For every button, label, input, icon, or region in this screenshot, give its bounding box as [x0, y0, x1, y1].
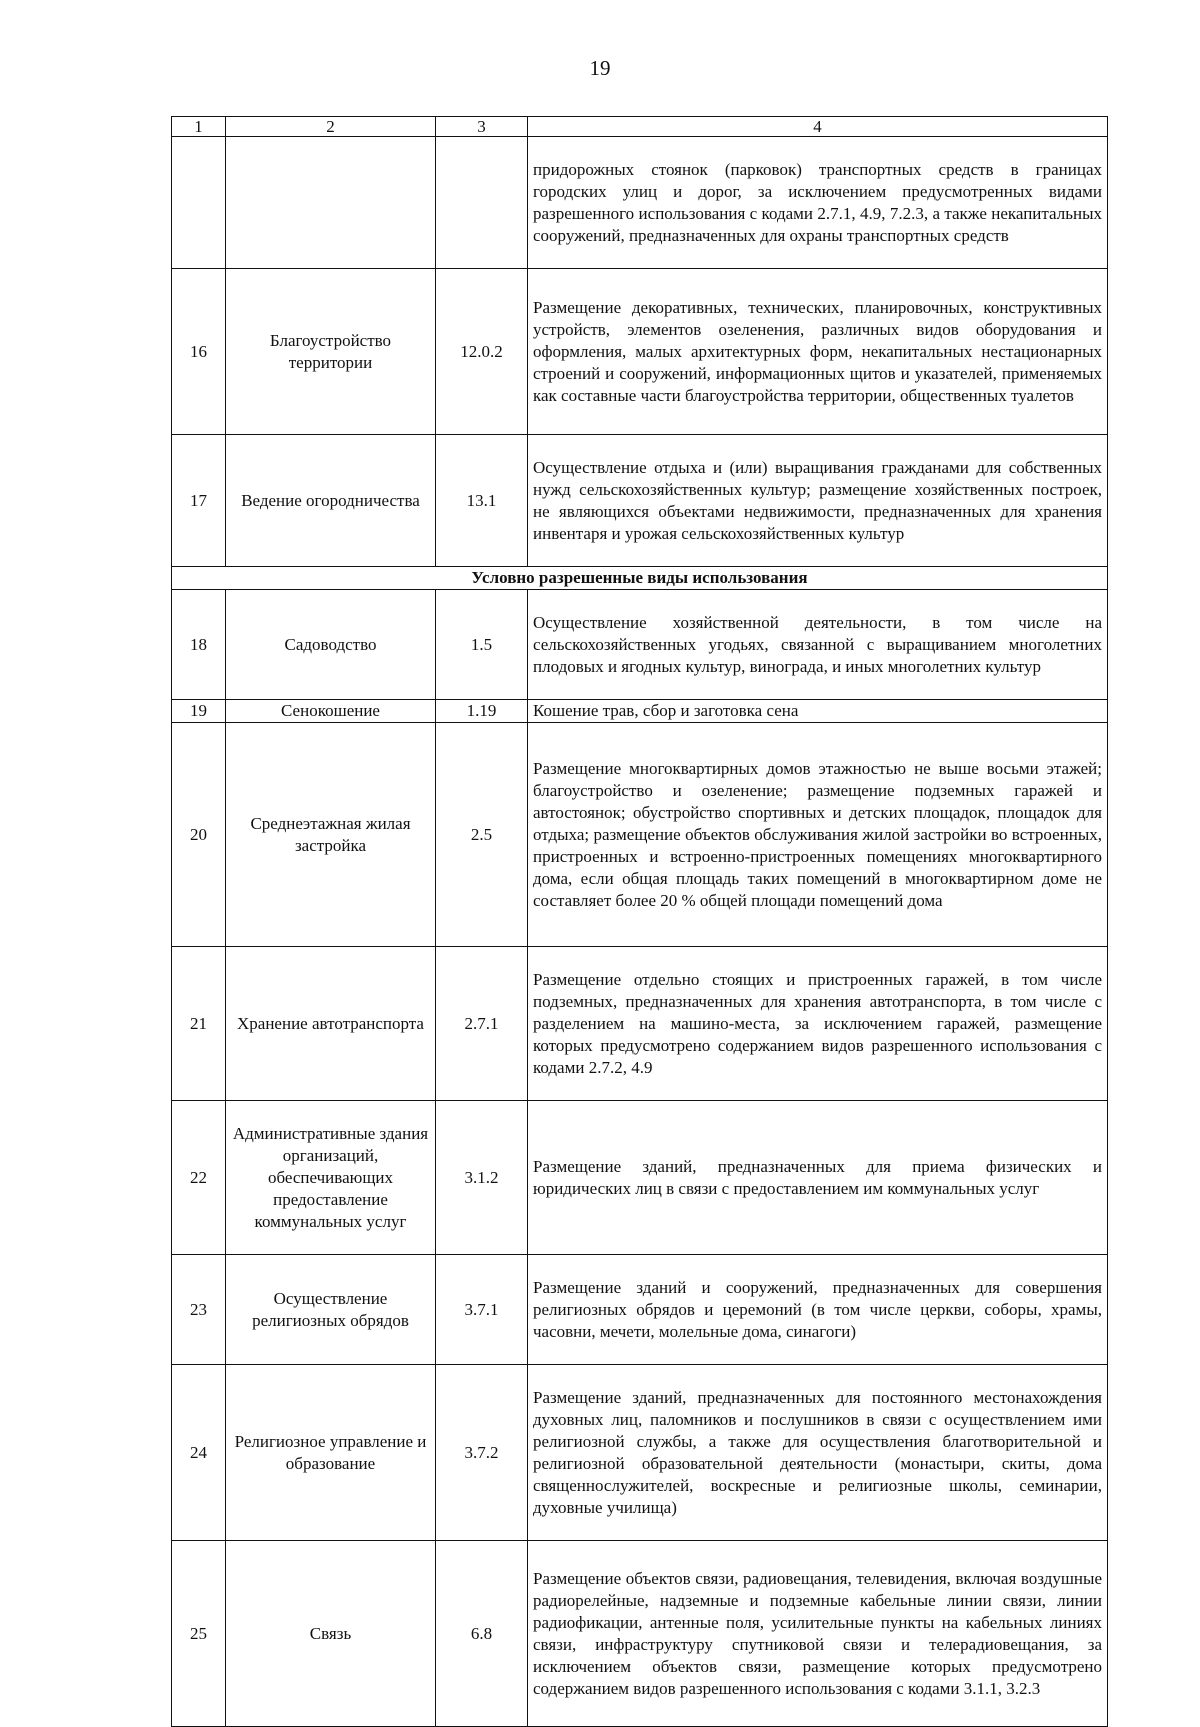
header-cell-2: 2 [226, 117, 436, 137]
row-description: Кошение трав, сбор и заготовка сена [528, 700, 1108, 723]
row-name: Хранение автотранспорта [226, 947, 436, 1101]
row-description: Размещение многоквартирных домов этажностью не выше восьми этажей; благоустройство и озеленение; размещение подземных гаражей и автостоянок; обустройство спортивных и детских площадок, площадок для отдыха; размещение объектов обслуживания жилой застройки во встроенных, пристроенных и встроенно-пристроенных помещениях многоквартирного дома, если общая площадь таких помещений в многоквартирном доме не составляет более 20 % общей площади помещений дома [528, 723, 1108, 947]
row-name: Административные здания организаций, обеспечивающих предоставление коммунальных услуг [226, 1101, 436, 1255]
table-row [172, 269, 1108, 435]
row-description: Осуществление отдыха и (или) выращивания гражданами для собственных нужд сельскохозяйственных культур; размещение хозяйственных построек, не являющихся объектами недвижимости, предназначенных для хранения инвентаря и урожая сельскохозяйственных культур [528, 435, 1108, 567]
row-code: 3.1.2 [436, 1101, 528, 1255]
row-description: Размещение зданий и сооружений, предназначенных для совершения религиозных обрядов и церемоний (в том числе церкви, соборы, храмы, часовни, мечети, молельные дома, синагоги) [528, 1255, 1108, 1365]
header-cell-4: 4 [528, 117, 1108, 137]
row-number [172, 137, 226, 269]
table-row [172, 590, 1108, 700]
row-number: 24 [172, 1365, 226, 1541]
row-name [226, 137, 436, 269]
row-name: Связь [226, 1541, 436, 1727]
table-row [172, 947, 1108, 1101]
row-number: 23 [172, 1255, 226, 1365]
row-name: Религиозное управление и образование [226, 1365, 436, 1541]
row-name: Ведение огородничества [226, 435, 436, 567]
row-description: Осуществление хозяйственной деятельности, в том числе на сельскохозяйственных угодьях, связанной с выращиванием многолетних плодовых и ягодных культур, винограда, и иных многолетних культур [528, 590, 1108, 700]
row-number: 17 [172, 435, 226, 567]
row-description: Размещение декоративных, технических, планировочных, конструктивных устройств, элементов озеленения, различных видов оборудования и оформления, малых архитектурных форм, некапитальных нестационарных строений и сооружений, информационных щитов и указателей, применяемых как составные части благоустройства территории, общественных туалетов [528, 269, 1108, 435]
continuation-row [172, 137, 1108, 269]
row-name: Сенокошение [226, 700, 436, 723]
row-description: Размещение зданий, предназначенных для постоянного местонахождения духовных лиц, паломников и послушников в связи с осуществлением ими религиозной службы, а также для осуществления благотворительной и религиозной образовательной деятельности (монастыри, скиты, дома священнослужителей, воскресные и религиозные школы, семинарии, духовные училища) [528, 1365, 1108, 1541]
row-number: 25 [172, 1541, 226, 1727]
row-name: Среднеэтажная жилая застройка [226, 723, 436, 947]
row-name: Садоводство [226, 590, 436, 700]
table-row [172, 1365, 1108, 1541]
row-number: 16 [172, 269, 226, 435]
row-name: Благоустройство территории [226, 269, 436, 435]
header-cell-1: 1 [172, 117, 226, 137]
row-number: 20 [172, 723, 226, 947]
land-use-table [171, 116, 1108, 1727]
row-description: Размещение отдельно стоящих и пристроенных гаражей, в том числе подземных, предназначенных для хранения автотранспорта, в том числе с разделением на машино-места, за исключением гаражей, размещение которых предусмотрено содержанием видов разрешенного использования с кодами 2.7.2, 4.9 [528, 947, 1108, 1101]
row-code: 1.5 [436, 590, 528, 700]
page-number: 19 [589, 56, 611, 80]
section-heading-row [172, 567, 1108, 590]
header-cell-3: 3 [436, 117, 528, 137]
table-row [172, 1255, 1108, 1365]
table-row [172, 1541, 1108, 1727]
row-description: придорожных стоянок (парковок) транспортных средств в границах городских улиц и дорог, за исключением предусмотренных видами разрешенного использования с кодами 2.7.1, 4.9, 7.2.3, а также некапитальных сооружений, предназначенных для охраны транспортных средств [528, 137, 1108, 269]
row-code: 12.0.2 [436, 269, 528, 435]
table-row [172, 700, 1108, 723]
table-header-row [172, 117, 1108, 137]
row-number: 22 [172, 1101, 226, 1255]
row-description: Размещение объектов связи, радиовещания, телевидения, включая воздушные радиорелейные, надземные и подземные кабельные линии связи, линии радиофикации, антенные поля, усилительные пункты на кабельных линиях связи, инфраструктуру спутниковой связи и телерадиовещания, за исключением объектов связи, размещение которых предусмотрено содержанием видов разрешенного использования с кодами 3.1.1, 3.2.3 [528, 1541, 1108, 1727]
row-description: Размещение зданий, предназначенных для приема физических и юридических лиц в связи с предоставлением им коммунальных услуг [528, 1101, 1108, 1255]
row-code: 3.7.1 [436, 1255, 528, 1365]
section-title: Условно разрешенные виды использования [172, 567, 1108, 590]
row-code: 13.1 [436, 435, 528, 567]
row-number: 21 [172, 947, 226, 1101]
row-code: 2.7.1 [436, 947, 528, 1101]
row-code: 1.19 [436, 700, 528, 723]
table-row [172, 723, 1108, 947]
row-code: 3.7.2 [436, 1365, 528, 1541]
row-number: 19 [172, 700, 226, 723]
row-name: Осуществление религиозных обрядов [226, 1255, 436, 1365]
table-row [172, 1101, 1108, 1255]
table-row [172, 435, 1108, 567]
row-code: 2.5 [436, 723, 528, 947]
row-number: 18 [172, 590, 226, 700]
row-code: 6.8 [436, 1541, 528, 1727]
row-code [436, 137, 528, 269]
